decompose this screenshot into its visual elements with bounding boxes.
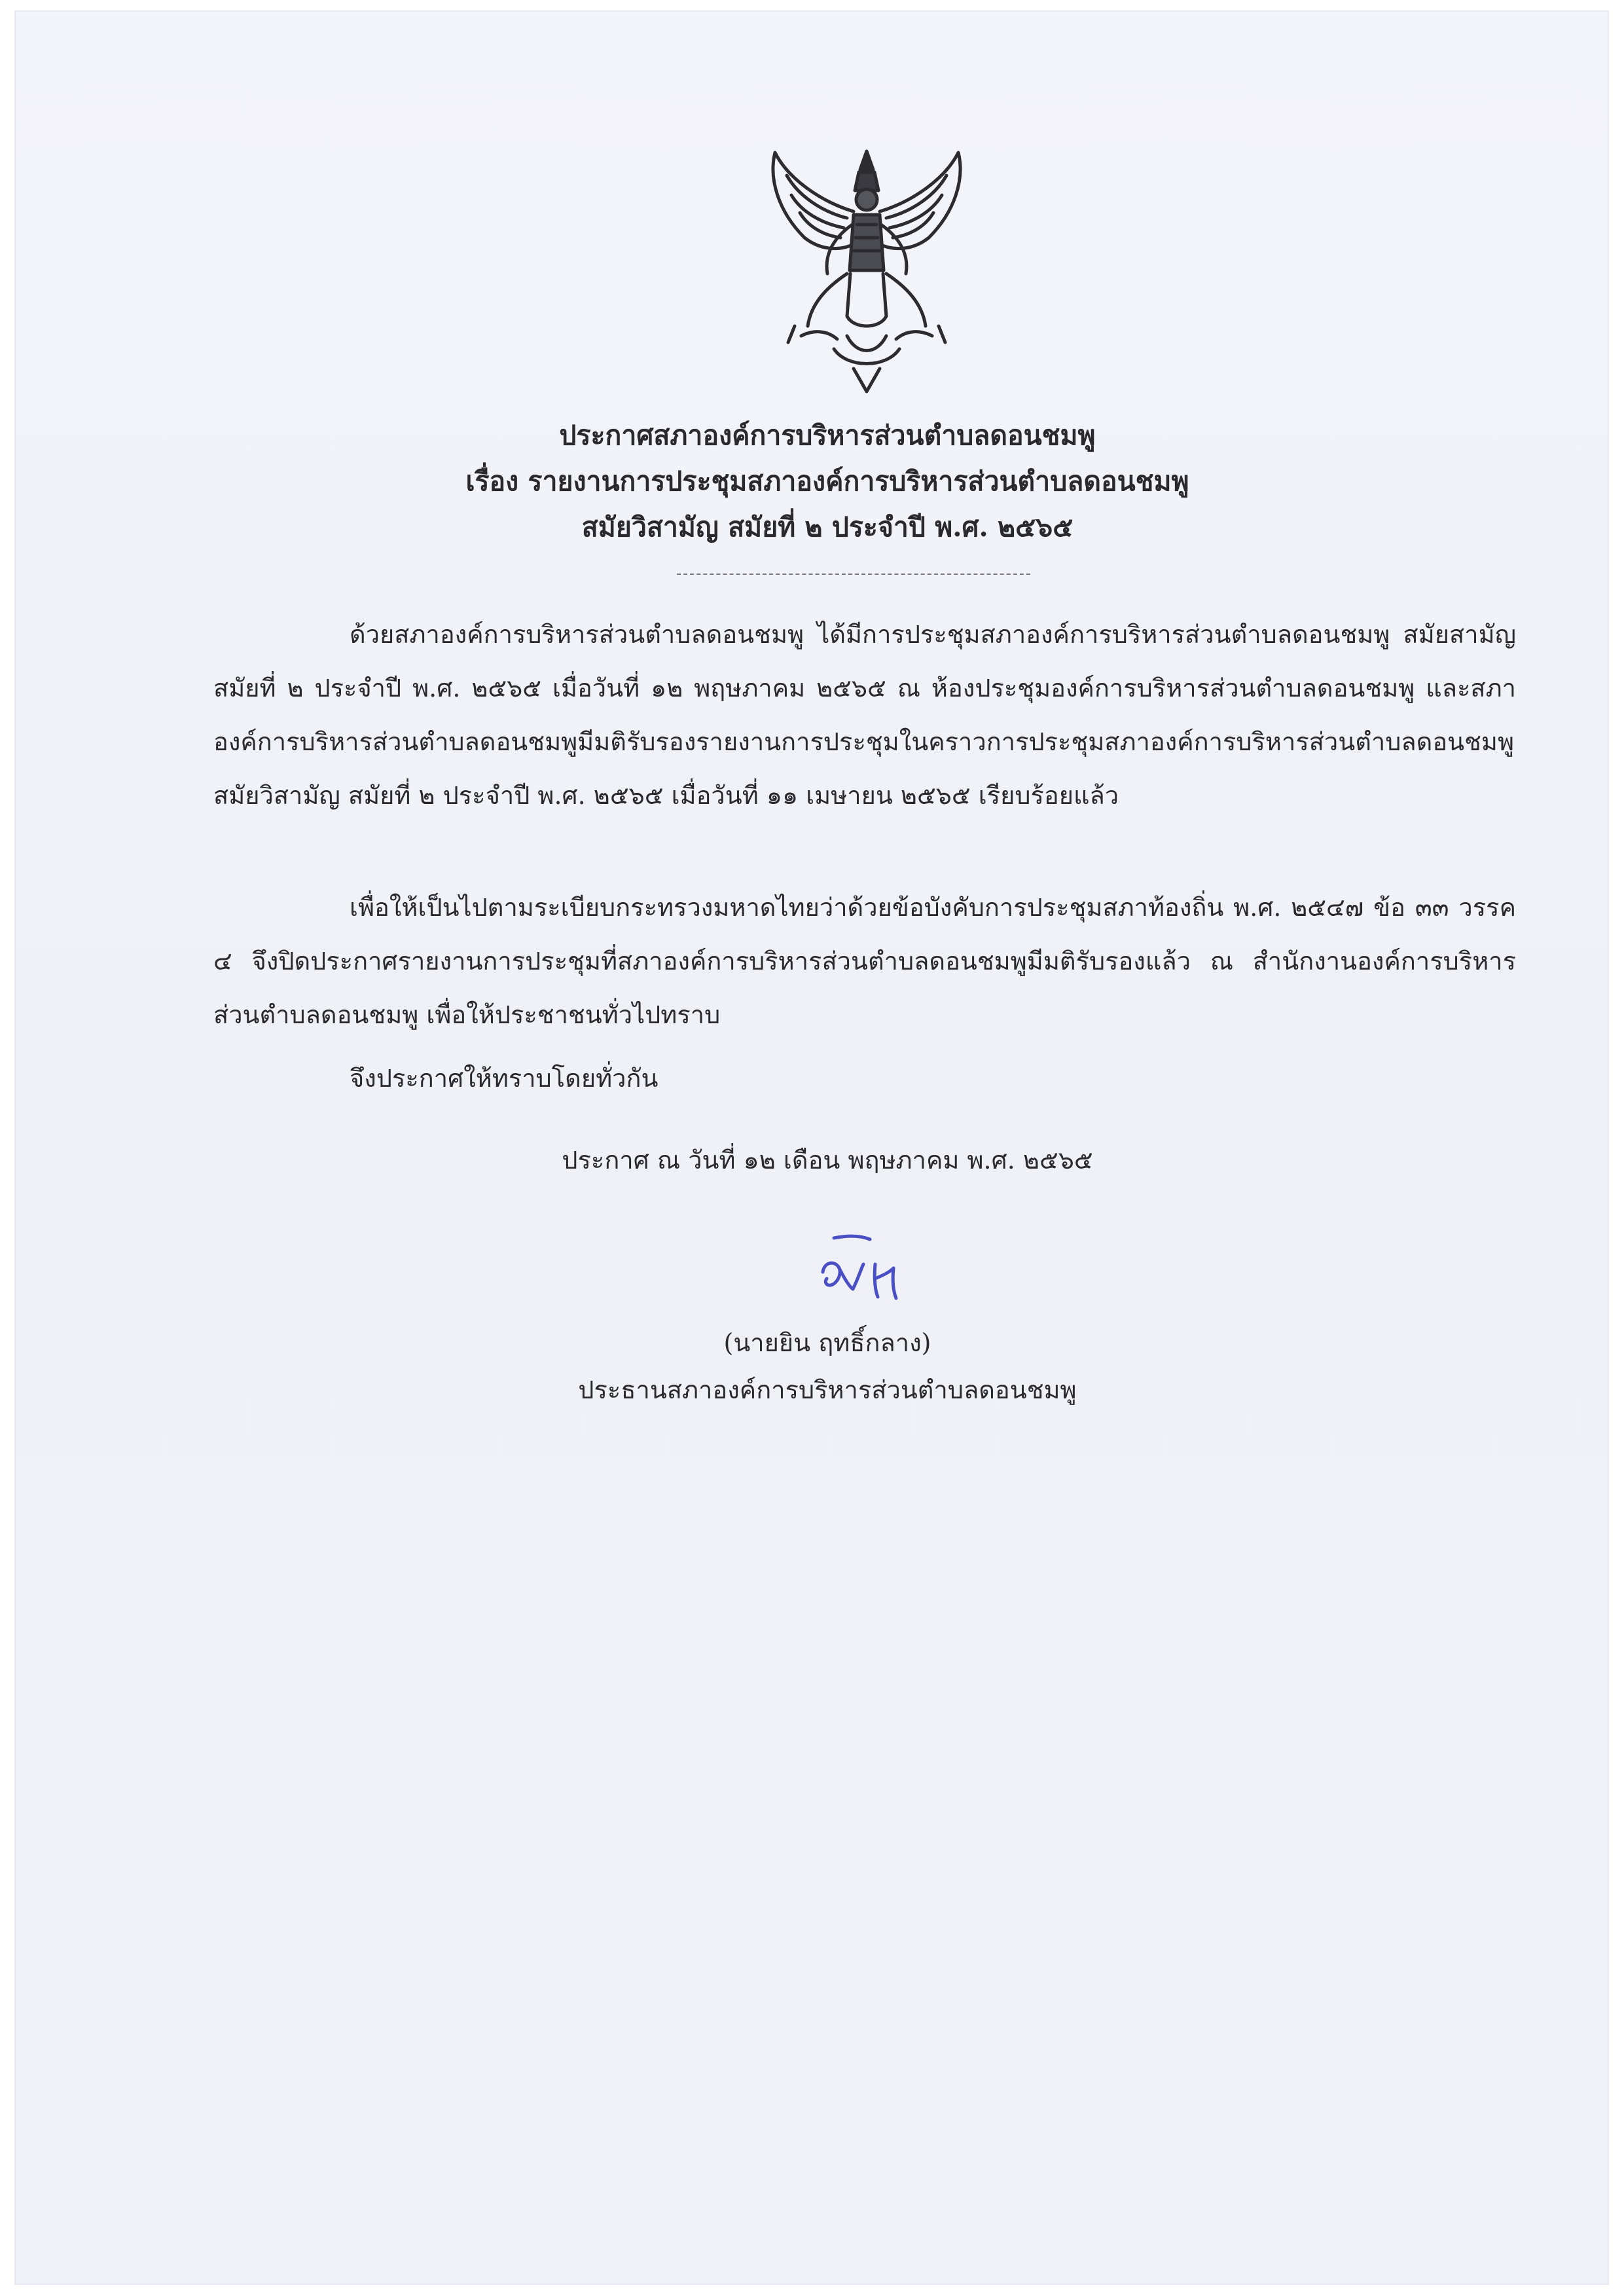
body-paragraph-2: เพื่อให้เป็นไปตามระเบียบกระทรวงมหาดไทยว่าด้วยข้อบังคับการประชุมสภาท้องถิ่น พ.ศ. ๒๕๔๗ ข้อ ๓๓ วรรค ๔ จึงปิดประกาศรายงานการประชุมที่สภาองค์การบริหารส่วนตำบลดอนชมพูมีมติรับรองแล้ว ณ สำนักงานองค์การบริหารส่วนตำบลดอนชมพู เพื่อให้ประชาชนทั่วไปทราบ — [213, 893, 1516, 1029]
garuda-emblem-icon — [749, 139, 984, 395]
body-paragraph-1: ด้วยสภาองค์การบริหารส่วนตำบลดอนชมพู ได้มีการประชุมสภาองค์การบริหารส่วนตำบลดอนชมพู สมัยสามัญ สมัยที่ ๒ ประจำปี พ.ศ. ๒๕๖๕ เมื่อวันที่ ๑๒ พฤษภาคม ๒๕๖๕ ณ ห้องประชุมองค์การบริหารส่วนตำบลดอนชมพู และสภาองค์การบริหารส่วนตำบลดอนชมพูมีมติรับรองรายงานการประชุมในคราวการประชุมสภาองค์การบริหารส่วนตำบลดอนชมพู สมัยวิสามัญ สมัยที่ ๒ ประจำปี พ.ศ. ๒๕๖๕ เมื่อวันที่ ๑๑ เมษายน ๒๕๖๕ เรียบร้อยแล้ว — [213, 620, 1516, 810]
announcement-session: สมัยวิสามัญ สมัยที่ ๒ ประจำปี พ.ศ. ๒๕๖๕ — [581, 511, 1074, 543]
announcement-subject: เรื่อง รายงานการประชุมสภาองค์การบริหารส่วนตำบลดอนชมพู — [465, 465, 1189, 497]
announcement-title: ประกาศสภาองค์การบริหารส่วนตำบลดอนชมพู — [559, 420, 1096, 451]
signer-title: ประธานสภาองค์การบริหารส่วนตำบลดอนชมพู — [578, 1376, 1077, 1404]
document-page — [16, 12, 1608, 2284]
handwritten-signature — [798, 1226, 922, 1311]
announcement-date: ประกาศ ณ วันที่ ๑๒ เดือน พฤษภาคม พ.ศ. ๒๕๖๕ — [562, 1146, 1093, 1175]
closing-statement: จึงประกาศให้ทราบโดยทั่วกัน — [350, 1064, 659, 1093]
signer-name: (นายยิน ฤทธิ์กลาง) — [723, 1328, 931, 1357]
header-divider — [677, 574, 1030, 575]
